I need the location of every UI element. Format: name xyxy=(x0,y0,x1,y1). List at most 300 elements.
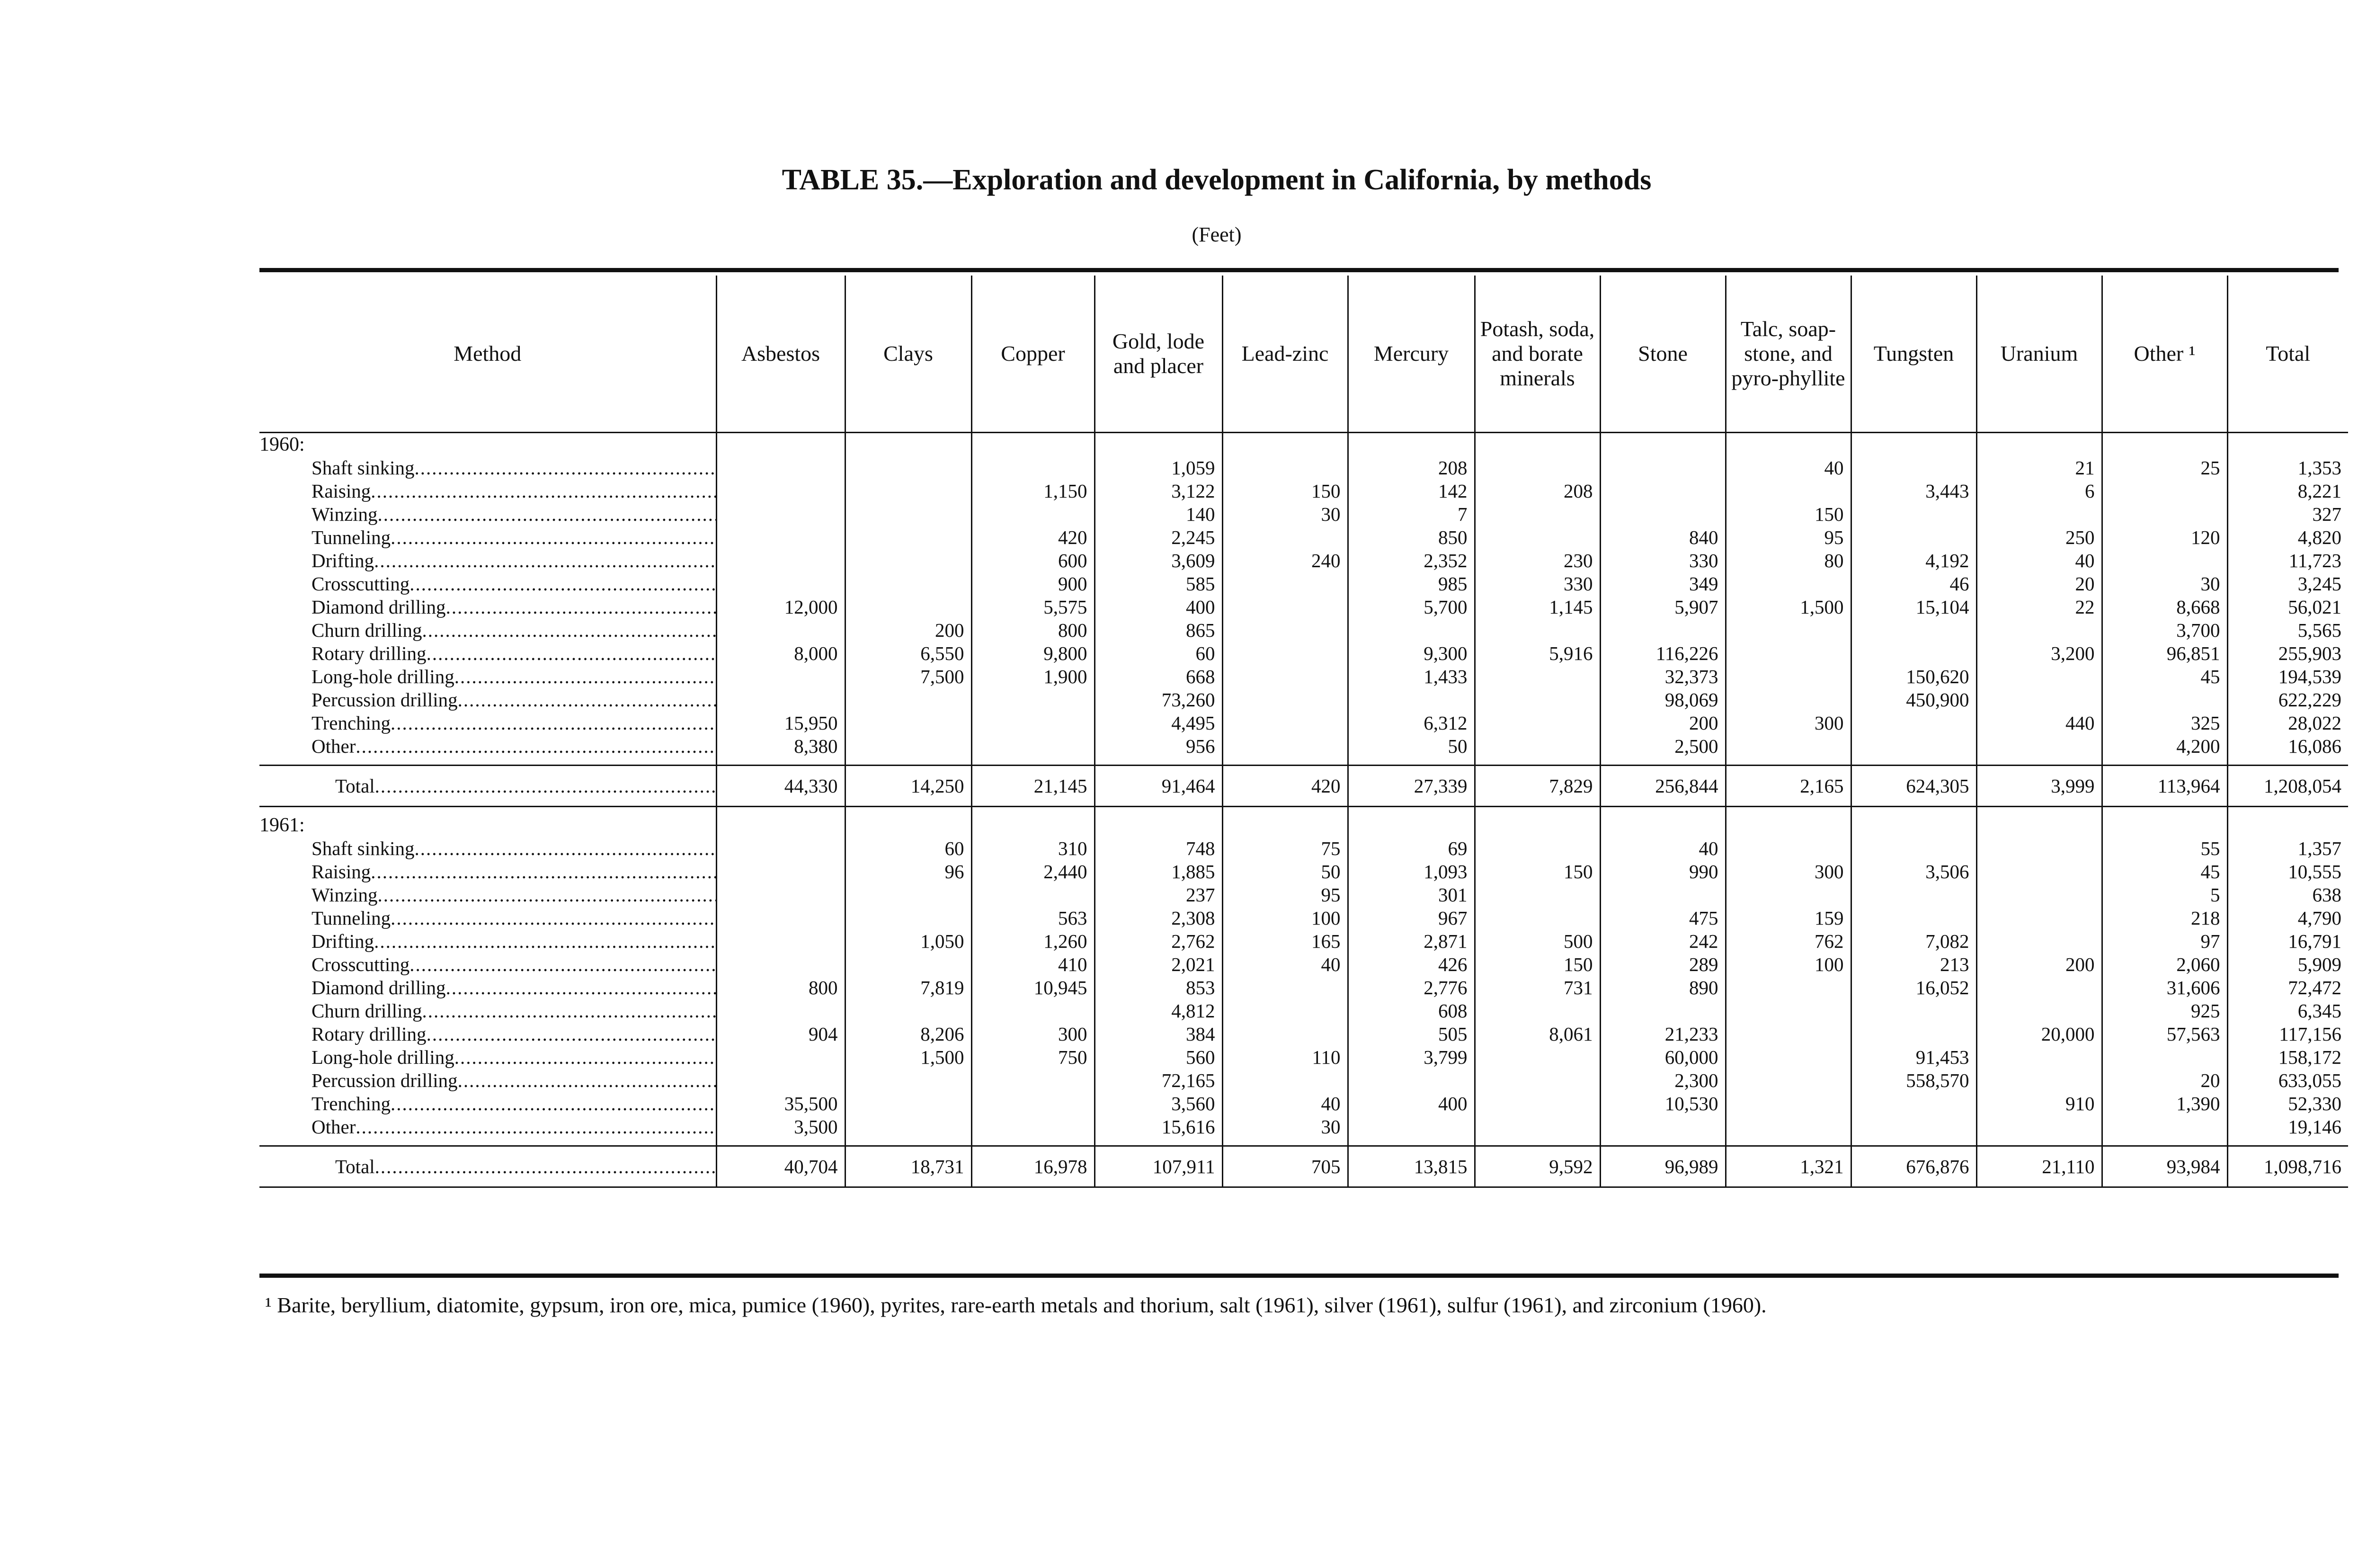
value-cell xyxy=(2102,480,2227,503)
value-cell: 7,500 xyxy=(845,665,971,688)
value-cell xyxy=(1851,1092,1976,1115)
table-row xyxy=(259,480,2348,503)
table-body xyxy=(259,433,2348,1187)
table-row xyxy=(259,549,2348,572)
value-cell: 11,723 xyxy=(2227,549,2348,572)
value-cell xyxy=(1726,688,1851,712)
value-cell: 2,245 xyxy=(1095,526,1222,549)
value-cell: 3,245 xyxy=(2227,572,2348,596)
value-cell xyxy=(716,665,845,688)
value-cell xyxy=(971,712,1095,735)
method-cell xyxy=(259,860,716,883)
value-cell: 21 xyxy=(1976,456,2102,480)
value-cell: 20,000 xyxy=(1976,1023,2102,1046)
value-cell: 165 xyxy=(1222,930,1348,953)
value-cell: 384 xyxy=(1095,1023,1222,1046)
value-cell xyxy=(845,953,971,976)
value-cell: 2,021 xyxy=(1095,953,1222,976)
value-cell xyxy=(1726,619,1851,642)
value-cell: 10,555 xyxy=(2227,860,2348,883)
value-cell: 40 xyxy=(1222,953,1348,976)
value-cell: 956 xyxy=(1095,735,1222,758)
spacer-cell xyxy=(845,758,971,766)
table-row xyxy=(259,712,2348,735)
column-header: Method xyxy=(259,276,716,433)
table-row xyxy=(259,837,2348,860)
value-cell: 5,575 xyxy=(971,596,1095,619)
value-cell: 5,907 xyxy=(1600,596,1726,619)
column-header: Copper xyxy=(971,276,1095,433)
total-label: Total ..... xyxy=(335,775,716,797)
value-cell: 55 xyxy=(2102,837,2227,860)
value-cell: 72,472 xyxy=(2227,976,2348,999)
value-cell: 289 xyxy=(1600,953,1726,976)
value-cell xyxy=(1851,456,1976,480)
value-cell: 213 xyxy=(1851,953,1976,976)
total-value-cell: 7,829 xyxy=(1475,766,1600,807)
value-cell xyxy=(971,883,1095,907)
empty-cell xyxy=(1600,433,1726,457)
value-cell: 35,500 xyxy=(716,1092,845,1115)
value-cell xyxy=(1851,642,1976,665)
value-cell xyxy=(1851,526,1976,549)
value-cell: 4,812 xyxy=(1095,999,1222,1023)
value-cell: 80 xyxy=(1726,549,1851,572)
column-header: Potash, soda, and borate minerals xyxy=(1475,276,1600,433)
value-cell xyxy=(716,1069,845,1092)
value-cell xyxy=(1475,712,1600,735)
method-cell xyxy=(259,665,716,688)
value-cell xyxy=(1475,883,1600,907)
spacer-cell xyxy=(1600,1139,1726,1146)
value-cell: 1,433 xyxy=(1348,665,1475,688)
method-label: Long-hole drilling ..... xyxy=(311,666,716,687)
total-value-cell: 107,911 xyxy=(1095,1146,1222,1187)
method-cell xyxy=(259,526,716,549)
value-cell: 327 xyxy=(2227,503,2348,526)
value-cell: 150,620 xyxy=(1851,665,1976,688)
value-cell: 3,799 xyxy=(1348,1046,1475,1069)
column-header: Asbestos xyxy=(716,276,845,433)
method-label: Other ..... xyxy=(311,735,716,757)
value-cell: 1,093 xyxy=(1348,860,1475,883)
spacer-cell xyxy=(716,1139,845,1146)
value-cell xyxy=(1475,837,1600,860)
value-cell xyxy=(1976,976,2102,999)
value-cell: 2,776 xyxy=(1348,976,1475,999)
value-cell xyxy=(1976,907,2102,930)
value-cell: 1,353 xyxy=(2227,456,2348,480)
method-label: Winzing ..... xyxy=(311,503,716,525)
method-cell xyxy=(259,999,716,1023)
empty-cell xyxy=(1475,433,1600,457)
value-cell: 3,609 xyxy=(1095,549,1222,572)
spacer-cell xyxy=(1222,758,1348,766)
value-cell: 8,000 xyxy=(716,642,845,665)
table-row xyxy=(259,642,2348,665)
value-cell: 1,260 xyxy=(971,930,1095,953)
value-cell xyxy=(716,837,845,860)
method-cell xyxy=(259,1115,716,1139)
value-cell: 194,539 xyxy=(2227,665,2348,688)
value-cell: 15,950 xyxy=(716,712,845,735)
value-cell xyxy=(716,930,845,953)
year-row xyxy=(259,814,2348,837)
value-cell xyxy=(716,860,845,883)
value-cell xyxy=(1976,930,2102,953)
method-label: Shaft sinking ..... xyxy=(311,457,716,479)
value-cell: 8,668 xyxy=(2102,596,2227,619)
column-header: Mercury xyxy=(1348,276,1475,433)
value-cell xyxy=(1475,1115,1600,1139)
total-label-cell xyxy=(259,1146,716,1187)
value-cell: 200 xyxy=(1976,953,2102,976)
value-cell: 20 xyxy=(2102,1069,2227,1092)
year-row xyxy=(259,433,2348,457)
value-cell xyxy=(845,596,971,619)
table-row xyxy=(259,619,2348,642)
spacer-row xyxy=(259,758,2348,766)
value-cell xyxy=(716,999,845,1023)
spacer-cell xyxy=(1976,807,2102,814)
total-value-cell: 2,165 xyxy=(1726,766,1851,807)
value-cell: 56,021 xyxy=(2227,596,2348,619)
empty-cell xyxy=(1095,433,1222,457)
value-cell: 1,900 xyxy=(971,665,1095,688)
table-container xyxy=(259,276,2339,1188)
value-cell xyxy=(845,907,971,930)
value-cell xyxy=(716,883,845,907)
method-label: Other ..... xyxy=(311,1116,716,1138)
value-cell xyxy=(971,735,1095,758)
value-cell xyxy=(1348,688,1475,712)
value-cell: 426 xyxy=(1348,953,1475,976)
value-cell xyxy=(1726,480,1851,503)
value-cell xyxy=(1976,1115,2102,1139)
value-cell: 608 xyxy=(1348,999,1475,1023)
value-cell xyxy=(1726,735,1851,758)
value-cell: 1,150 xyxy=(971,480,1095,503)
spacer-cell xyxy=(971,758,1095,766)
value-cell xyxy=(1851,1023,1976,1046)
value-cell: 3,560 xyxy=(1095,1092,1222,1115)
value-cell xyxy=(1222,735,1348,758)
total-label: Total ..... xyxy=(335,1156,716,1177)
empty-cell xyxy=(1095,814,1222,837)
value-cell: 2,308 xyxy=(1095,907,1222,930)
column-header: Gold, lode and placer xyxy=(1095,276,1222,433)
method-label: Percussion drilling ..... xyxy=(311,1069,716,1091)
value-cell xyxy=(1976,688,2102,712)
value-cell xyxy=(1851,883,1976,907)
method-label: Rotary drilling ..... xyxy=(311,642,716,664)
value-cell: 150 xyxy=(1726,503,1851,526)
value-cell: 6,345 xyxy=(2227,999,2348,1023)
value-cell: 96,851 xyxy=(2102,642,2227,665)
value-cell xyxy=(1222,976,1348,999)
empty-cell xyxy=(1976,814,2102,837)
value-cell xyxy=(1222,456,1348,480)
value-cell: 7 xyxy=(1348,503,1475,526)
value-cell: 300 xyxy=(1726,712,1851,735)
value-cell: 237 xyxy=(1095,883,1222,907)
method-cell xyxy=(259,1046,716,1069)
spacer-cell xyxy=(1222,1139,1348,1146)
method-label: Shaft sinking ..... xyxy=(311,837,716,859)
table-row xyxy=(259,1023,2348,1046)
value-cell xyxy=(1475,526,1600,549)
value-cell xyxy=(1600,456,1726,480)
value-cell: 91,453 xyxy=(1851,1046,1976,1069)
value-cell xyxy=(1976,503,2102,526)
value-cell xyxy=(1222,712,1348,735)
value-cell: 330 xyxy=(1600,549,1726,572)
value-cell xyxy=(716,480,845,503)
method-label: Long-hole drilling ..... xyxy=(311,1046,716,1068)
empty-cell xyxy=(1348,433,1475,457)
value-cell xyxy=(1851,999,1976,1023)
value-cell: 116,226 xyxy=(1600,642,1726,665)
value-cell: 40 xyxy=(1222,1092,1348,1115)
value-cell: 990 xyxy=(1600,860,1726,883)
value-cell: 97 xyxy=(2102,930,2227,953)
method-cell xyxy=(259,619,716,642)
value-cell xyxy=(1851,619,1976,642)
value-cell: 800 xyxy=(971,619,1095,642)
value-cell: 200 xyxy=(845,619,971,642)
value-cell: 150 xyxy=(1475,860,1600,883)
method-label: Churn drilling ..... xyxy=(311,619,716,641)
year-cell xyxy=(259,814,716,837)
value-cell: 242 xyxy=(1600,930,1726,953)
total-value-cell: 27,339 xyxy=(1348,766,1475,807)
value-cell: 1,145 xyxy=(1475,596,1600,619)
column-header: Other ¹ xyxy=(2102,276,2227,433)
value-cell: 2,352 xyxy=(1348,549,1475,572)
empty-cell xyxy=(716,814,845,837)
value-cell: 50 xyxy=(1348,735,1475,758)
value-cell xyxy=(971,999,1095,1023)
empty-cell xyxy=(2227,433,2348,457)
value-cell: 20 xyxy=(1976,572,2102,596)
value-cell xyxy=(1726,883,1851,907)
value-cell xyxy=(845,999,971,1023)
value-cell: 475 xyxy=(1600,907,1726,930)
value-cell xyxy=(716,1046,845,1069)
spacer-cell xyxy=(259,807,716,814)
total-value-cell: 1,208,054 xyxy=(2227,766,2348,807)
method-label: Tunneling ..... xyxy=(311,907,716,929)
table-row xyxy=(259,999,2348,1023)
spacer-cell xyxy=(2102,807,2227,814)
spacer-cell xyxy=(1726,758,1851,766)
value-cell: 15,616 xyxy=(1095,1115,1222,1139)
value-cell: 420 xyxy=(971,526,1095,549)
value-cell xyxy=(1222,1023,1348,1046)
value-cell: 560 xyxy=(1095,1046,1222,1069)
total-value-cell: 1,098,716 xyxy=(2227,1146,2348,1187)
empty-cell xyxy=(1976,433,2102,457)
value-cell: 6,312 xyxy=(1348,712,1475,735)
method-label: Drifting ..... xyxy=(311,550,716,571)
table-row xyxy=(259,1092,2348,1115)
method-label: Churn drilling ..... xyxy=(311,1000,716,1022)
value-cell: 19,146 xyxy=(2227,1115,2348,1139)
value-cell xyxy=(1475,1046,1600,1069)
total-value-cell: 44,330 xyxy=(716,766,845,807)
value-cell: 60 xyxy=(845,837,971,860)
value-cell: 450,900 xyxy=(1851,688,1976,712)
value-cell: 3,122 xyxy=(1095,480,1222,503)
spacer-cell xyxy=(2227,807,2348,814)
value-cell: 9,800 xyxy=(971,642,1095,665)
value-cell: 230 xyxy=(1475,549,1600,572)
value-cell: 60,000 xyxy=(1600,1046,1726,1069)
table-row xyxy=(259,526,2348,549)
total-row xyxy=(259,1146,2348,1187)
year-label: 1961: xyxy=(259,814,305,836)
value-cell: 2,060 xyxy=(2102,953,2227,976)
value-cell xyxy=(716,503,845,526)
column-header: Total xyxy=(2227,276,2348,433)
value-cell: 150 xyxy=(1475,953,1600,976)
empty-cell xyxy=(1600,814,1726,837)
year-cell xyxy=(259,433,716,457)
value-cell: 6,550 xyxy=(845,642,971,665)
total-value-cell: 21,110 xyxy=(1976,1146,2102,1187)
spacer-cell xyxy=(1851,758,1976,766)
total-value-cell: 9,592 xyxy=(1475,1146,1600,1187)
spacer-cell xyxy=(1222,807,1348,814)
empty-cell xyxy=(1851,814,1976,837)
value-cell: 6 xyxy=(1976,480,2102,503)
value-cell: 22 xyxy=(1976,596,2102,619)
value-cell xyxy=(2102,1046,2227,1069)
value-cell xyxy=(1976,883,2102,907)
table-row xyxy=(259,860,2348,883)
method-label: Percussion drilling ..... xyxy=(311,689,716,711)
value-cell: 400 xyxy=(1095,596,1222,619)
value-cell xyxy=(1348,1069,1475,1092)
method-label: Raising ..... xyxy=(311,861,716,882)
value-cell xyxy=(845,883,971,907)
value-cell: 31,606 xyxy=(2102,976,2227,999)
value-cell: 840 xyxy=(1600,526,1726,549)
value-cell: 1,390 xyxy=(2102,1092,2227,1115)
total-value-cell: 18,731 xyxy=(845,1146,971,1187)
table-row xyxy=(259,1046,2348,1069)
empty-cell xyxy=(2102,814,2227,837)
value-cell: 208 xyxy=(1475,480,1600,503)
value-cell xyxy=(1976,837,2102,860)
value-cell: 45 xyxy=(2102,665,2227,688)
value-cell: 110 xyxy=(1222,1046,1348,1069)
value-cell: 5,916 xyxy=(1475,642,1600,665)
value-cell xyxy=(1222,1069,1348,1092)
method-label: Winzing ..... xyxy=(311,884,716,906)
table-row xyxy=(259,456,2348,480)
value-cell: 98,069 xyxy=(1600,688,1726,712)
spacer-cell xyxy=(716,807,845,814)
value-cell: 440 xyxy=(1976,712,2102,735)
value-cell xyxy=(1726,665,1851,688)
value-cell: 300 xyxy=(971,1023,1095,1046)
value-cell xyxy=(971,1115,1095,1139)
total-value-cell: 1,321 xyxy=(1726,1146,1851,1187)
value-cell: 3,443 xyxy=(1851,480,1976,503)
value-cell: 30 xyxy=(1222,503,1348,526)
value-cell: 325 xyxy=(2102,712,2227,735)
value-cell xyxy=(1726,642,1851,665)
spacer-cell xyxy=(845,1139,971,1146)
value-cell: 853 xyxy=(1095,976,1222,999)
spacer-cell xyxy=(1851,807,1976,814)
method-cell xyxy=(259,953,716,976)
value-cell xyxy=(1475,907,1600,930)
value-cell: 1,050 xyxy=(845,930,971,953)
value-cell xyxy=(1475,665,1600,688)
value-cell xyxy=(971,1069,1095,1092)
value-cell xyxy=(1222,572,1348,596)
value-cell: 731 xyxy=(1475,976,1600,999)
empty-cell xyxy=(716,433,845,457)
table-row xyxy=(259,930,2348,953)
value-cell: 16,791 xyxy=(2227,930,2348,953)
value-cell: 8,206 xyxy=(845,1023,971,1046)
value-cell: 250 xyxy=(1976,526,2102,549)
total-value-cell: 96,989 xyxy=(1600,1146,1726,1187)
value-cell xyxy=(1726,976,1851,999)
value-cell: 95 xyxy=(1726,526,1851,549)
value-cell xyxy=(845,1069,971,1092)
value-cell xyxy=(845,1092,971,1115)
value-cell xyxy=(1726,1023,1851,1046)
value-cell: 2,500 xyxy=(1600,735,1726,758)
value-cell: 218 xyxy=(2102,907,2227,930)
value-cell xyxy=(1222,665,1348,688)
method-cell xyxy=(259,976,716,999)
value-cell xyxy=(1976,999,2102,1023)
value-cell: 30 xyxy=(2102,572,2227,596)
value-cell: 925 xyxy=(2102,999,2227,1023)
value-cell: 865 xyxy=(1095,619,1222,642)
total-value-cell: 256,844 xyxy=(1600,766,1726,807)
value-cell xyxy=(716,907,845,930)
value-cell xyxy=(1475,688,1600,712)
spacer-cell xyxy=(1851,1139,1976,1146)
value-cell: 21,233 xyxy=(1600,1023,1726,1046)
method-cell xyxy=(259,712,716,735)
total-value-cell: 624,305 xyxy=(1851,766,1976,807)
value-cell: 301 xyxy=(1348,883,1475,907)
value-cell xyxy=(1726,1046,1851,1069)
value-cell: 240 xyxy=(1222,549,1348,572)
value-cell: 52,330 xyxy=(2227,1092,2348,1115)
value-cell: 9,300 xyxy=(1348,642,1475,665)
header-row xyxy=(259,276,2348,433)
value-cell xyxy=(716,572,845,596)
value-cell: 95 xyxy=(1222,883,1348,907)
value-cell xyxy=(845,526,971,549)
value-cell: 967 xyxy=(1348,907,1475,930)
value-cell: 15,104 xyxy=(1851,596,1976,619)
value-cell: 16,086 xyxy=(2227,735,2348,758)
table-row xyxy=(259,953,2348,976)
total-value-cell: 16,978 xyxy=(971,1146,1095,1187)
empty-cell xyxy=(971,814,1095,837)
total-value-cell: 113,964 xyxy=(2102,766,2227,807)
table-row xyxy=(259,883,2348,907)
